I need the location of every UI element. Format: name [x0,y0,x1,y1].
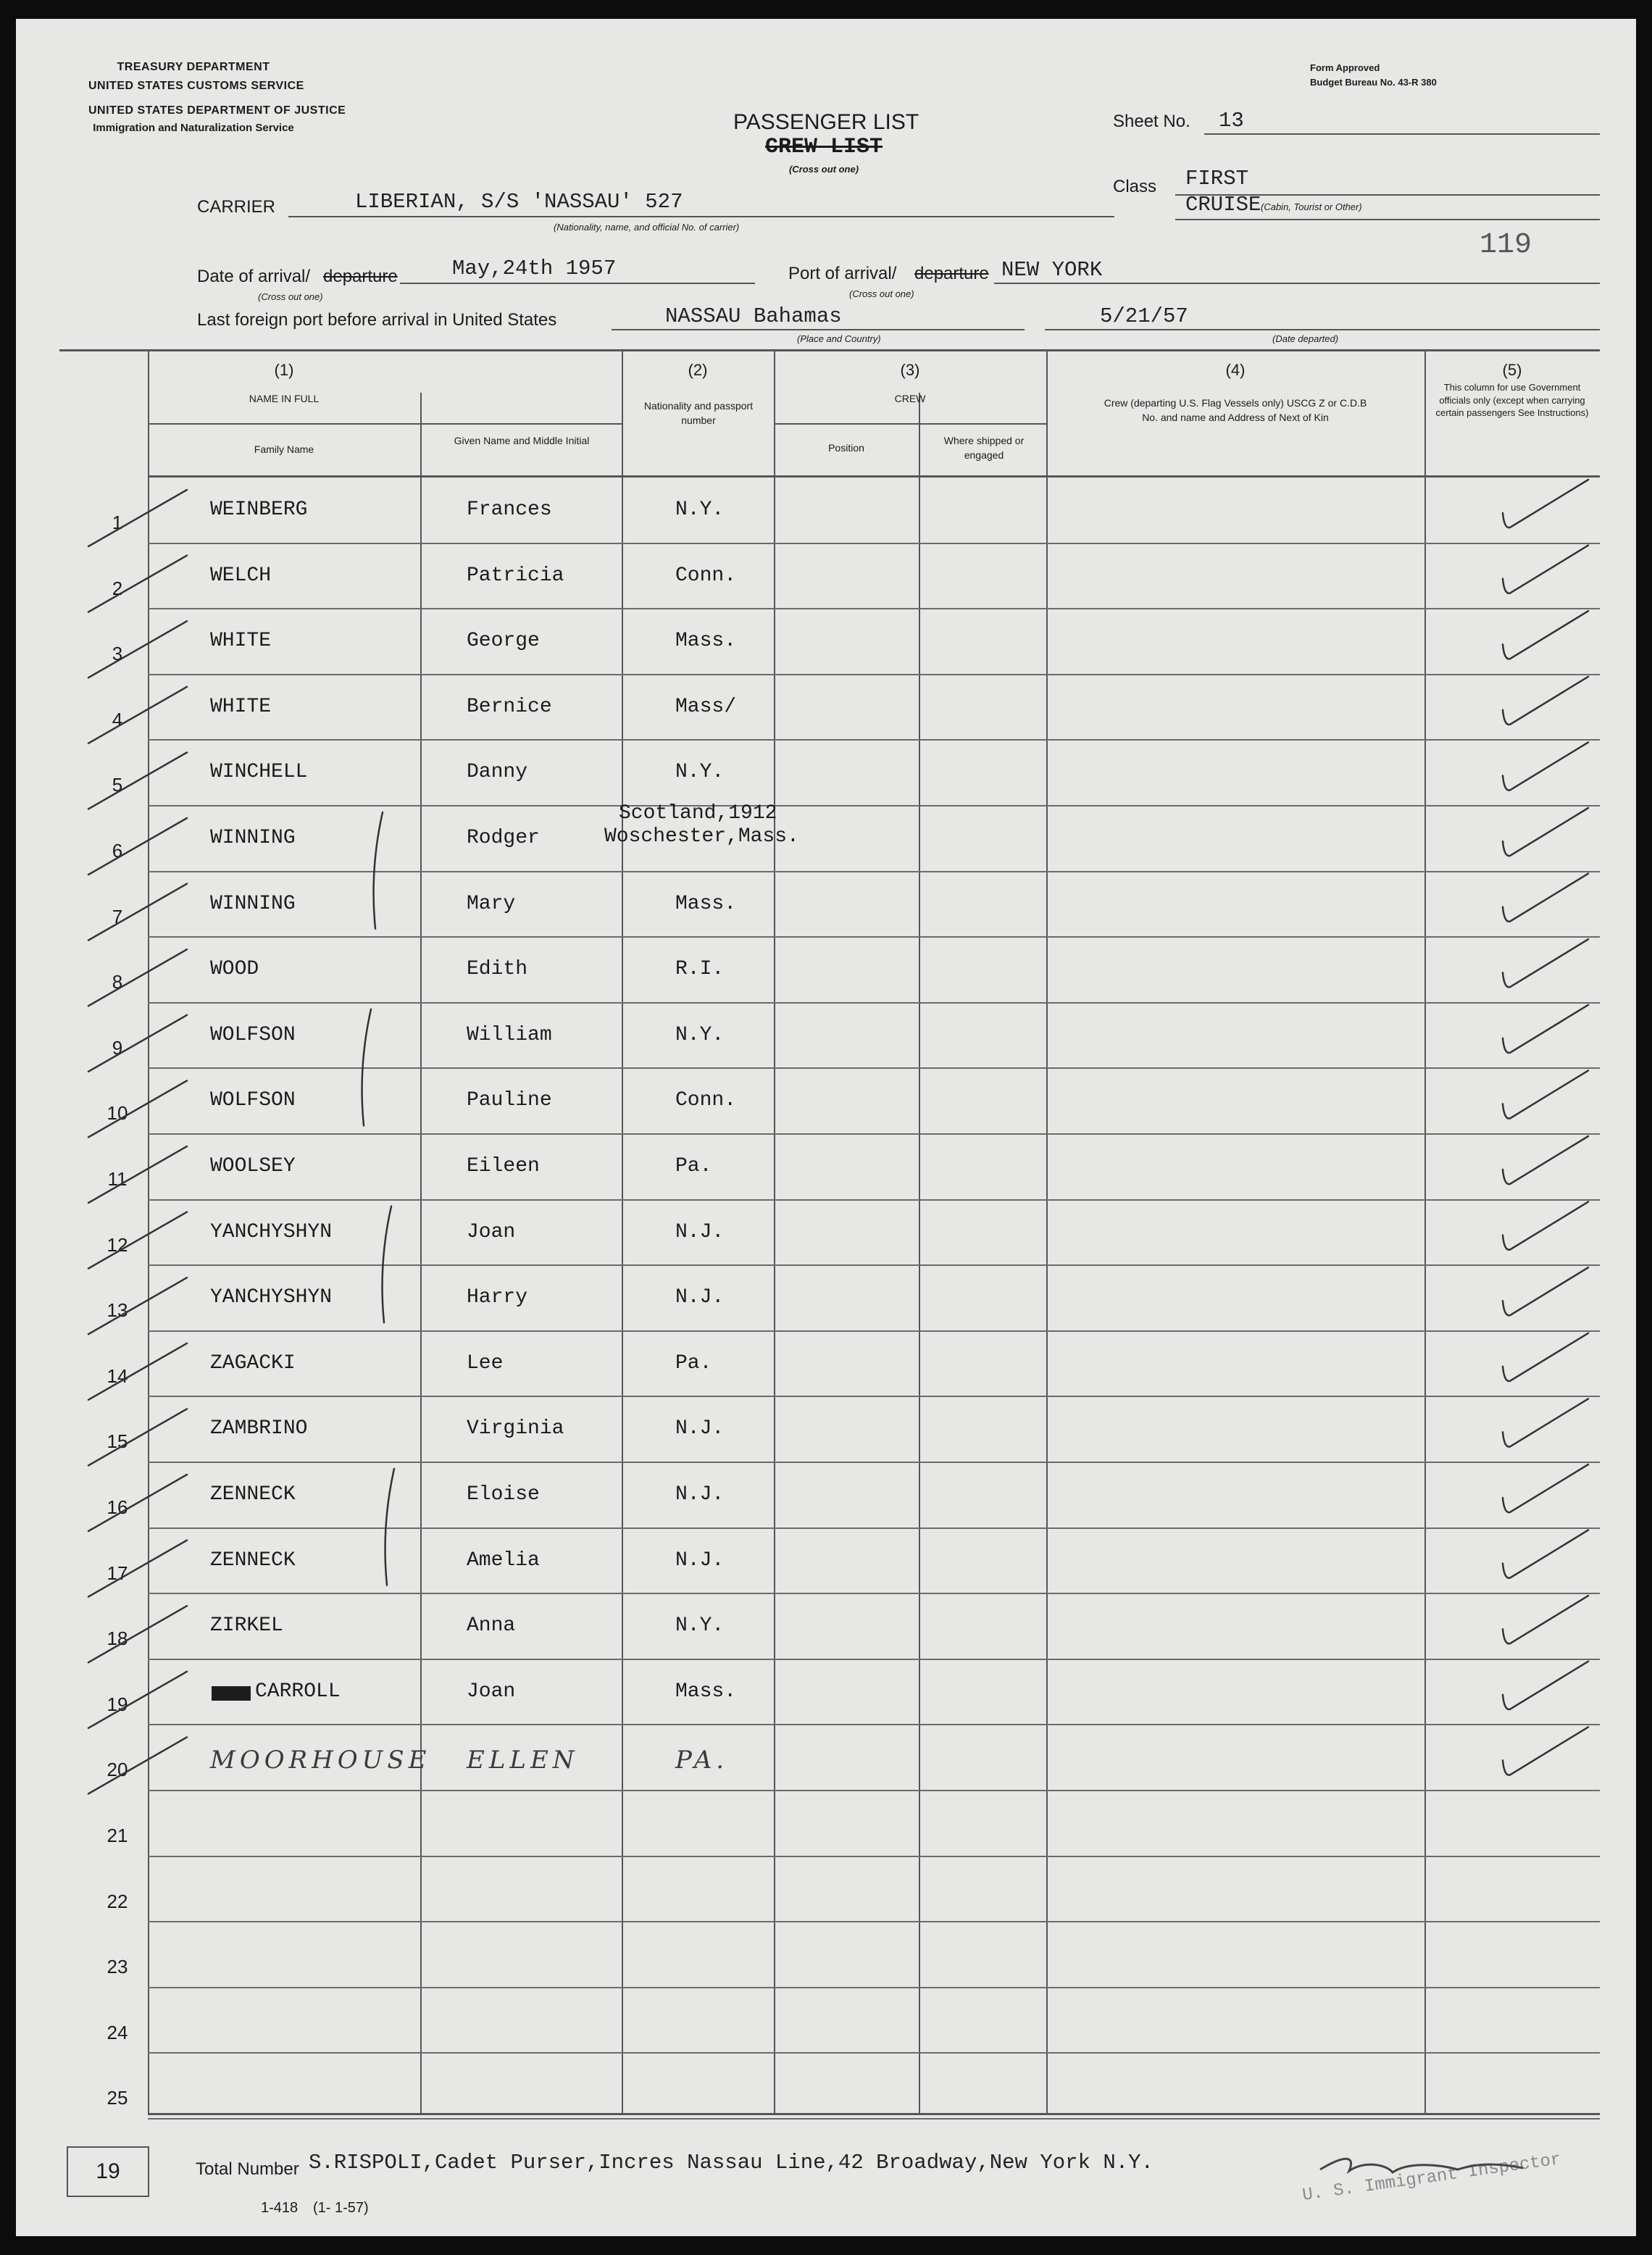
col5-title: This column for use Government officials only (except when carrying certain passengers See Instructions) [1435,382,1589,419]
given-name: George [467,630,540,653]
col1-title: NAME IN FULL [249,393,320,404]
col1-number: (1) [274,361,294,379]
family-name: ZENNECK [210,1483,296,1506]
arrival-cross-note: (Cross out one) [258,291,323,302]
row-number: 10 [107,1102,128,1125]
nationality: N.Y. [675,761,725,784]
row-number: 25 [107,2087,128,2109]
family-name: WELCH [210,564,272,587]
carrier-caption: (Nationality, name, and official No. of carrier) [554,222,740,233]
col4-number: (4) [1225,361,1246,379]
row-number: 8 [112,971,123,993]
arrival-date: May,24th 1957 [452,257,617,280]
nationality: PA. [675,1746,729,1775]
given-name: William [467,1023,552,1046]
departed-date: 5/21/57 [1100,304,1188,328]
given-name: Edith [467,958,528,981]
row-number: 24 [107,2021,128,2043]
row-number: 11 [107,1168,128,1190]
given-name: Joan [467,1680,516,1703]
total-number-label: Total Number [196,2159,299,2179]
family-name: WINNING [210,892,296,915]
nationality: Mass. [675,630,737,653]
given-name: Danny [467,761,528,784]
given-name: Bernice [467,695,552,718]
col4-title: Crew (departing U.S. Flag Vessels only) USCG Z or C.D.B No. and name and Address of Next of Kin [1104,397,1367,424]
col3-position-header: Position [828,442,864,454]
last-port-label: Last foreign port before arrival in United States [197,310,557,330]
given-name: Lee [467,1351,504,1375]
row-number: 20 [107,1759,128,1781]
nationality: N.Y. [675,1614,725,1638]
row-number: 13 [107,1299,128,1322]
col2-title: Nationality and passport number [643,400,754,427]
nationality-line2: Woschester,Mass. [604,825,799,848]
row-number: 22 [107,1890,128,1912]
row-number: 19 [107,1693,128,1715]
given-name: Virginia [467,1417,564,1441]
nationality: Conn. [675,1089,737,1112]
family-name: WHITE [210,695,272,718]
purser-statement: S.RISPOLI,Cadet Purser,Incres Nassau Line,42 Broadway,New York N.Y. [309,2151,1154,2175]
nationality: N.J. [675,1286,725,1309]
carrier-value: LIBERIAN, S/S 'NASSAU' 527 [355,190,683,214]
nationality: N.Y. [675,1023,725,1046]
nationality: Mass/ [675,695,737,718]
col3-number: (3) [900,361,920,379]
nationality: Mass. [675,1680,737,1703]
nationality: Scotland,1912 [619,802,777,825]
col1-family-header: Family Name [254,443,314,455]
given-name: Harry [467,1286,528,1309]
form-title: PASSENGER LIST [733,110,919,134]
row-number: 15 [107,1430,128,1453]
col3-title: CREW [894,393,926,404]
arrival-label: Date of arrival/ [197,267,311,286]
agency-line3: UNITED STATES DEPARTMENT OF JUSTICE [88,104,346,117]
nationality: N.J. [675,1417,725,1441]
row-number: 16 [107,1496,128,1518]
given-name: Patricia [467,564,564,587]
family-name: ZENNECK [210,1549,296,1572]
class-value-2: CRUISE [1185,193,1261,217]
row-number: 4 [112,708,123,730]
family-name: CARROLL [255,1680,341,1703]
form-approved: Form Approved [1310,62,1380,73]
family-name: WOLFSON [210,1023,296,1046]
budget-bureau-number: Budget Bureau No. 43-R 380 [1310,77,1437,88]
family-name: ZAMBRINO [210,1417,308,1441]
given-name: Mary [467,892,516,915]
family-name: WOLFSON [210,1089,296,1112]
port-cross-note: (Cross out one) [849,288,914,299]
family-name: WOOLSEY [210,1155,296,1177]
given-name: Anna [467,1614,516,1638]
last-port-value: NASSAU Bahamas [665,304,842,328]
last-port-caption: (Place and Country) [797,333,881,344]
form-number: 1-418 [261,2200,299,2216]
row-number: 17 [107,1562,128,1584]
sheet-number: 13 [1219,109,1244,133]
form-date: (1- 1-57) [313,2200,369,2216]
sheet-label: Sheet No. [1113,112,1190,131]
port-departure-struck: departure [914,264,989,283]
row-number: 9 [112,1036,123,1059]
col5-number: (5) [1502,361,1522,379]
given-name: Frances [467,499,552,521]
family-name: YANCHYSHYN [210,1220,333,1243]
form-title-struck: CREW LIST [764,135,883,159]
nationality: Mass. [675,892,737,915]
given-name: Rodger [467,827,540,849]
class-label: Class [1113,177,1157,196]
nationality: N.Y. [675,499,725,521]
port-label: Port of arrival/ [788,264,897,283]
class-caption: (Cabin, Tourist or Other) [1261,201,1362,212]
family-name: ZAGACKI [210,1351,296,1375]
carrier-label: CARRIER [197,197,276,217]
given-name: Eileen [467,1155,540,1177]
departure-struck: departure [323,267,398,286]
row-number: 18 [107,1627,128,1650]
row-number: 2 [112,577,123,599]
family-name: YANCHYSHYN [210,1286,333,1309]
total-count-box: 19 [67,2146,149,2197]
nationality: N.J. [675,1483,725,1506]
family-name: WINNING [210,827,296,849]
port-value: NEW YORK [1001,258,1103,282]
row-number: 3 [112,643,123,665]
family-name: WHITE [210,630,272,653]
row-number: 1 [112,512,123,533]
departed-caption: (Date departed) [1272,333,1339,344]
nationality: N.J. [675,1220,725,1243]
agency-line4: Immigration and Naturalization Service [93,122,294,134]
given-name: Eloise [467,1483,540,1506]
title-cross-note: (Cross out one) [788,164,859,175]
row-number: 23 [107,1956,128,1978]
agency-line1: TREASURY DEPARTMENT [117,61,270,73]
given-name: Joan [467,1220,516,1243]
class-value: FIRST [1185,167,1249,191]
given-name: Amelia [467,1549,540,1572]
row-number: 6 [112,840,123,862]
family-name: MOORHOUSE [210,1746,431,1775]
col2-number: (2) [688,361,708,379]
agency-line2: UNITED STATES CUSTOMS SERVICE [88,80,304,92]
inspector-stamp: U. S. Immigrant Inspector [1301,2150,1563,2206]
row-number: 12 [107,1233,128,1256]
given-name: ELLEN [467,1746,579,1775]
family-name: WEINBERG [210,499,308,521]
family-name: ZIRKEL [210,1614,283,1638]
family-name: WINCHELL [210,761,308,784]
nationality: Pa. [675,1351,712,1375]
passenger-list-form [16,19,1636,2236]
nationality: N.J. [675,1549,725,1572]
family-name: WOOD [210,958,259,981]
row-number: 5 [112,774,123,796]
given-name: Pauline [467,1089,552,1112]
nationality: Conn. [675,564,737,587]
nationality: R.I. [675,958,725,981]
stamped-number: 119 [1480,229,1532,262]
row-number: 21 [107,1825,128,1846]
row-number: 14 [107,1364,128,1387]
nationality: Pa. [675,1155,712,1177]
row-number: 7 [112,905,123,928]
inspector-signature [16,19,1636,2236]
col1-given-header: Given Name and Middle Initial [454,435,590,446]
col3-where-header: Where shipped or engaged [943,435,1025,462]
